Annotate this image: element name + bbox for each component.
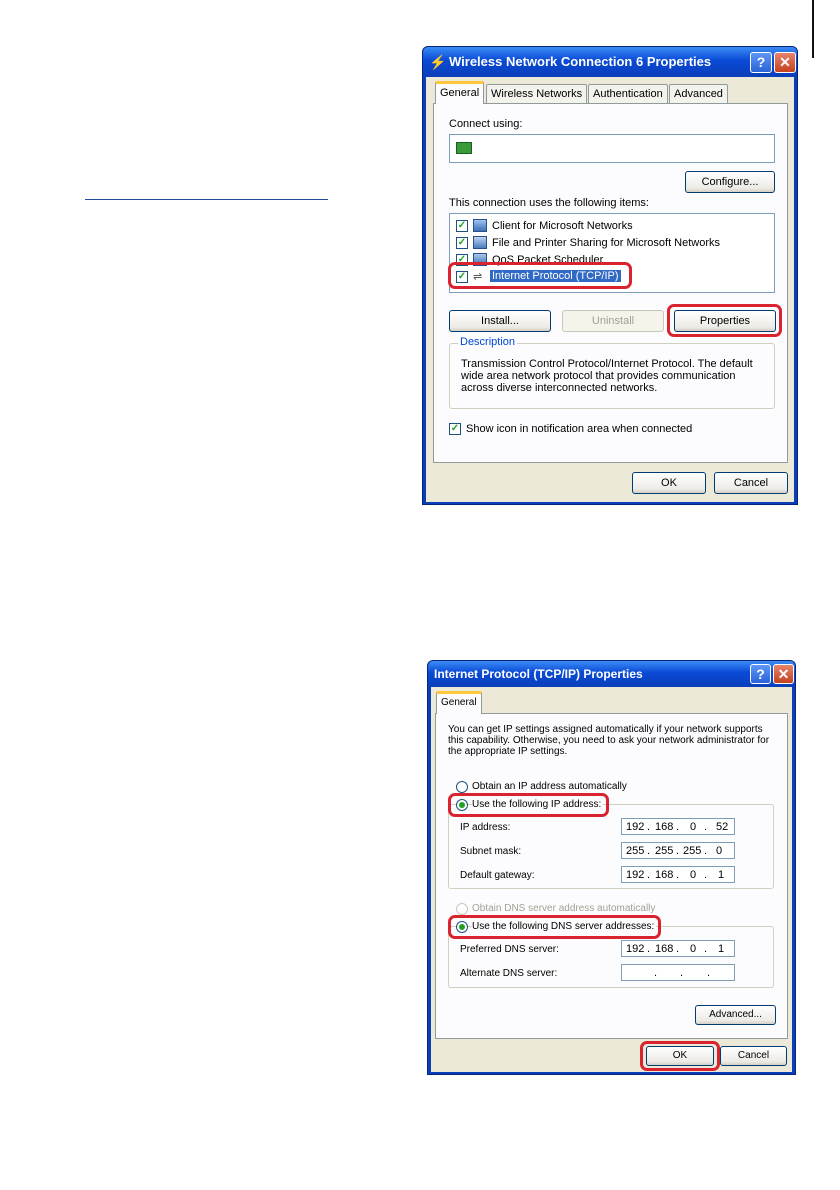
dialog2-body [431, 687, 792, 1072]
item-checkbox[interactable]: ✓ [457, 271, 467, 282]
close-button[interactable]: ✕ [774, 52, 796, 73]
tcpip-properties-dialog [427, 660, 796, 1075]
configure-button[interactable]: Configure... [685, 171, 775, 193]
ok-button[interactable]: OK [646, 1046, 714, 1066]
page-edge-rule [812, 0, 814, 58]
intro-line: the appropriate IP settings. [448, 746, 568, 757]
item-label: QoS Packet Scheduler [492, 254, 604, 266]
show-icon-checkbox[interactable]: ✓ [450, 423, 460, 434]
install-button[interactable]: Install... [449, 310, 551, 332]
use-dns-radio[interactable] [456, 921, 468, 933]
items-list [449, 213, 775, 293]
description-label: Description [460, 336, 516, 348]
uninstall-button: Uninstall [562, 310, 664, 332]
show-icon-label: Show icon in notification area when connected [466, 423, 693, 435]
list-item[interactable] [456, 219, 756, 234]
dialog2-title: Internet Protocol (TCP/IP) Properties [434, 667, 643, 681]
tab-authentication[interactable]: Authentication [588, 84, 668, 104]
list-item[interactable] [456, 236, 766, 251]
dialog2-titlebar[interactable] [428, 661, 795, 687]
advanced-button[interactable]: Advanced... [695, 1005, 776, 1025]
alternate-dns-label: Alternate DNS server: [460, 968, 558, 979]
description-line: across diverse interconnected networks. [461, 382, 658, 394]
subnet-mask-label: Subnet mask: [460, 846, 522, 857]
list-item-selected[interactable] [456, 270, 756, 285]
item-checkbox[interactable]: ✓ [457, 220, 467, 231]
intro-line: this capability. Otherwise, you need to ask your network administrator for [448, 735, 770, 746]
adapter-icon [456, 142, 472, 154]
obtain-dns-radio [456, 903, 468, 915]
cancel-button[interactable]: Cancel [714, 472, 788, 494]
default-gateway-field[interactable]: 192 . 168 . 0 . 1 [621, 866, 735, 883]
item-label: File and Printer Sharing for Microsoft Networks [492, 237, 721, 249]
description-line: Transmission Control Protocol/Internet Protocol. The default [461, 358, 753, 370]
obtain-dns-label: Obtain DNS server address automatically [472, 903, 656, 914]
list-item[interactable] [456, 253, 756, 268]
help-button[interactable]: ? [750, 664, 771, 684]
item-checkbox[interactable]: ✓ [457, 237, 467, 248]
item-label: Client for Microsoft Networks [492, 220, 633, 232]
ok-button[interactable]: OK [632, 472, 706, 494]
tab-general[interactable]: General [436, 691, 482, 714]
items-label: This connection uses the following items: [449, 197, 649, 209]
tab-advanced[interactable]: Advanced [669, 84, 728, 104]
network-connection-icon: ⚡ [429, 54, 447, 70]
use-ip-radio[interactable] [456, 799, 468, 811]
network-client-icon [473, 219, 487, 232]
general-tab-panel [433, 103, 788, 463]
adapter-field [449, 134, 775, 163]
ip-address-label: IP address: [460, 822, 511, 833]
subnet-mask-field[interactable]: 255 . 255 . 255 . 0 [621, 842, 735, 859]
properties-button[interactable]: Properties [674, 310, 776, 332]
item-checkbox[interactable]: ✓ [457, 254, 467, 265]
obtain-ip-label: Obtain an IP address automatically [472, 781, 627, 792]
tab-general[interactable]: General [435, 81, 484, 104]
dialog1-titlebar[interactable] [423, 47, 797, 77]
description-line: wide area network protocol that provides communication [461, 370, 736, 382]
preferred-dns-field[interactable]: 192 . 168 . 0 . 1 [621, 940, 735, 957]
ip-address-field[interactable]: 192 . 168 . 0 . 52 [621, 818, 735, 835]
dialog1-body [426, 77, 794, 502]
general-tab-panel [435, 713, 788, 1039]
use-dns-label: Use the following DNS server addresses: [472, 921, 655, 932]
obtain-ip-radio[interactable] [456, 781, 468, 793]
protocol-icon: ⇌ [473, 271, 483, 283]
item-label: Internet Protocol (TCP/IP) [492, 270, 619, 282]
qos-scheduler-icon [473, 253, 487, 266]
file-printer-sharing-icon [473, 236, 487, 249]
alternate-dns-field[interactable]: . . . [621, 964, 735, 981]
cancel-button[interactable]: Cancel [720, 1046, 787, 1066]
description-group [449, 336, 775, 409]
link-underline [85, 199, 328, 200]
help-button[interactable]: ? [750, 52, 772, 73]
close-button[interactable]: ✕ [773, 664, 794, 684]
use-ip-label: Use the following IP address: [472, 799, 602, 810]
preferred-dns-label: Preferred DNS server: [460, 944, 559, 955]
connect-using-label: Connect using: [449, 118, 523, 130]
dialog1-title: Wireless Network Connection 6 Properties [449, 54, 712, 69]
intro-line: You can get IP settings assigned automatically if your network supports [448, 724, 763, 735]
tab-wireless-networks[interactable]: Wireless Networks [486, 84, 587, 104]
wireless-properties-dialog [422, 46, 798, 505]
default-gateway-label: Default gateway: [460, 870, 535, 881]
